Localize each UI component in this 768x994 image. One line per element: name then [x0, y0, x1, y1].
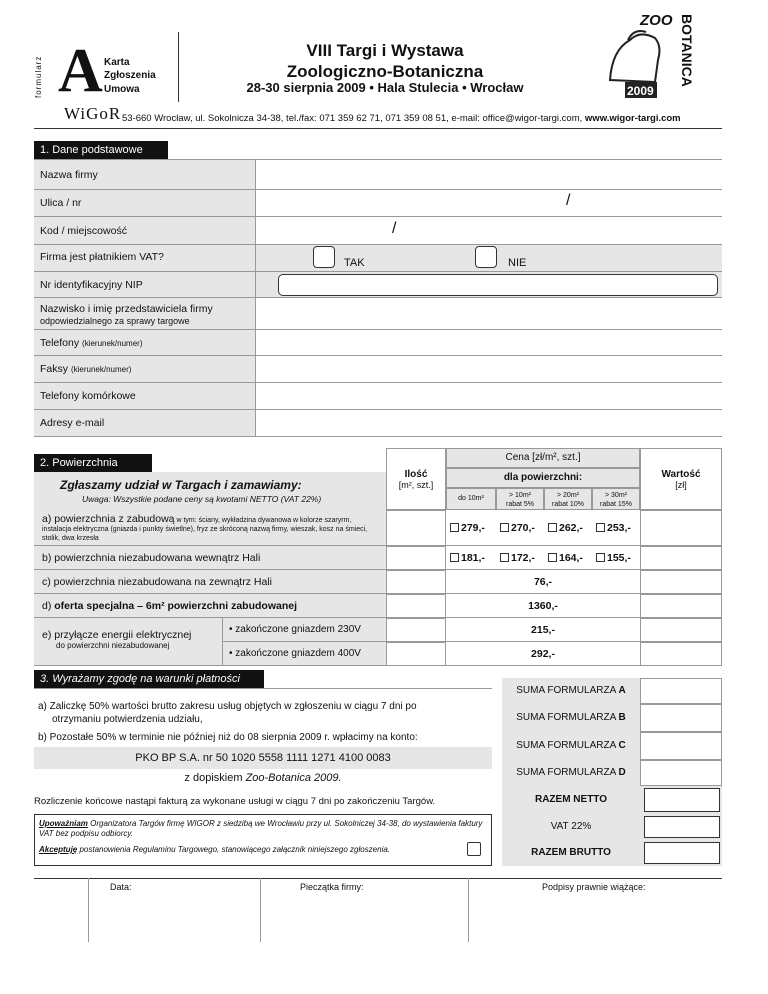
osoba-label: Nazwisko i imię przedstawiciela firmy odpowiedzialnego za sprawy targowe	[34, 298, 256, 330]
date-field[interactable]	[90, 896, 258, 942]
row-a-price-1[interactable]: 279,-	[450, 522, 485, 534]
row-a-label: a) powierzchnia z zabudową w tym: ściany, wykładzina dywanowa w kolorze szaryrm, instalacja elektryczna (gniazda i punkty świetlne), fryz ze skróconą nazwą firmy, wieszak, kosz na śmieci, stolik, dwa krzesła	[34, 510, 386, 546]
vat-sum-label: VAT 22%	[502, 814, 640, 840]
row-a-qty[interactable]	[386, 510, 446, 546]
col-do10: do 10m²	[446, 488, 496, 510]
row-a-price-2[interactable]: 270,-	[500, 522, 535, 534]
brutto-field[interactable]	[644, 842, 720, 864]
sum-d-label: SUMA FORMULARZA D	[502, 760, 640, 786]
vat-field[interactable]	[644, 816, 720, 838]
authorization-box: Upoważniam Organizatora Targów firmę WIGOR z siedzibą we Wrocławiu przy ul. Sokolniczej 34-38, do wystawienia faktury VAT bez podpisu odbiorcy. Akceptuję postanowienia Regulaminu Targowego, stanowiącego załącznik niniejszego zgłoszenia.	[34, 814, 492, 866]
row-d-qty[interactable]	[386, 594, 446, 618]
dopisek: z dopiskiem Zoo-Botanica 2009.	[184, 772, 342, 784]
row-a-value[interactable]	[640, 510, 722, 546]
row-e1-value[interactable]	[640, 618, 722, 642]
netto-label: RAZEM NETTO	[502, 786, 640, 814]
stamp-label: Pieczątka firmy:	[300, 882, 364, 892]
website-link[interactable]: www.wigor-targi.com	[584, 113, 681, 124]
kom-field[interactable]	[256, 383, 722, 410]
row-e1-qty[interactable]	[386, 618, 446, 642]
row-b-price-4[interactable]: 155,-	[596, 552, 631, 564]
row-e1-label: • zakończone gniazdem 230V	[222, 618, 386, 642]
vat-tak-checkbox[interactable]	[313, 246, 335, 268]
karta-label: Karta Zgłoszenia	[104, 57, 156, 81]
sum-a-value[interactable]	[640, 678, 722, 704]
row-b-price-1[interactable]: 181,-	[450, 552, 485, 564]
sum-b-value[interactable]	[640, 704, 722, 732]
email-field[interactable]	[256, 410, 722, 437]
sum-c-value[interactable]	[640, 732, 722, 760]
row-b-qty[interactable]	[386, 546, 446, 570]
row-a-price-3[interactable]: 262,-	[548, 522, 583, 534]
ulica-slash: /	[566, 192, 571, 209]
stamp-field[interactable]	[262, 896, 466, 942]
akceptuje-checkbox[interactable]	[467, 842, 481, 856]
row-e2-price: 292,-	[446, 642, 640, 666]
sum-c-label: SUMA FORMULARZA C	[502, 732, 640, 760]
email-label: Adresy e-mail	[34, 410, 256, 437]
event-dates: 28-30 sierpnia 2009 • Hala Stulecia • Wrocław	[246, 80, 524, 95]
osoba-field[interactable]	[256, 298, 722, 330]
section2-label: 2. Powierzchnia	[34, 454, 152, 472]
footer-rule	[34, 878, 722, 879]
row-c-price: 76,-	[446, 570, 640, 594]
bank-account: PKO BP S.A. nr 50 1020 5558 1111 1271 4100 0083	[34, 747, 492, 769]
fax-field[interactable]	[256, 356, 722, 383]
vat-tak-label: TAK	[344, 257, 365, 269]
kod-field[interactable]	[256, 217, 722, 245]
row-e-label: e) przyłącze energii elektrycznej do powierzchni niezabudowanej	[34, 618, 222, 666]
header-rule	[34, 128, 722, 129]
row-e2-value[interactable]	[640, 642, 722, 666]
section3-label: 3. Wyrażamy zgodę na warunki płatności	[34, 670, 264, 688]
wigor-logo: WiGoR	[64, 104, 122, 123]
row-c-value[interactable]	[640, 570, 722, 594]
dla-header: dla powierzchni:	[446, 468, 640, 488]
contact-address: 53-660 Wrocław, ul. Sokolnicza 34-38, tel./fax: 071 359 62 71, 071 359 08 51, e-mail: office@wigor-targi.com, www.wigor-targi.com	[122, 113, 681, 124]
form-letter: A	[58, 37, 103, 105]
row-c-label: c) powierzchnia niezabudowana na zewnątrz Hali	[34, 570, 386, 594]
signature-label: Podpisy prawnie wiążące:	[542, 882, 646, 892]
kod-slash: /	[392, 220, 397, 237]
netto-field[interactable]	[644, 788, 720, 812]
row-b-price-3[interactable]: 164,-	[548, 552, 583, 564]
tel-field[interactable]	[256, 330, 722, 356]
payment-a: a) Zaliczkę 50% wartości brutto zakresu usług objętych w zgłoszeniu w ciągu 7 dni po otrzymaniu potwierdzenia udziału,	[38, 701, 417, 725]
event-title: VIII Targi i Wystawa Zoologiczno-Botaniczna	[286, 41, 484, 81]
row-e2-label: • zakończone gniazdem 400V	[222, 642, 386, 666]
formularz-label: formularz	[34, 55, 43, 98]
vat-label: Firma jest płatnikiem VAT?	[34, 245, 256, 272]
row-d-value[interactable]	[640, 594, 722, 618]
sum-b-label: SUMA FORMULARZA B	[502, 704, 640, 732]
nip-label: Nr identyfikacyjny NIP	[34, 272, 256, 298]
tel-label: Telefony (kierunek/numer)	[34, 330, 256, 356]
kod-label: Kod / miejscowość	[34, 217, 256, 245]
firma-field[interactable]	[256, 160, 722, 190]
col-10: > 10m² rabat 5%	[496, 488, 544, 510]
ulica-label: Ulica / nr	[34, 190, 256, 217]
section2-note: Uwaga: Wszystkie podane ceny są kwotami NETTO (VAT 22%)	[82, 494, 322, 504]
firma-label: Nazwa firmy	[34, 160, 256, 190]
row-c-qty[interactable]	[386, 570, 446, 594]
kom-label: Telefony komórkowe	[34, 383, 256, 410]
cena-header: Cena [zł/m², szt.]	[446, 448, 640, 468]
col-20: > 20m² rabat 10%	[544, 488, 592, 510]
row-b-price-2[interactable]: 172,-	[500, 552, 535, 564]
nip-field[interactable]	[278, 274, 718, 296]
signature-field[interactable]	[470, 896, 722, 942]
wartosc-header: Wartość [zł]	[640, 448, 722, 510]
header-divider	[178, 32, 179, 102]
row-d-label: d) oferta specjalna – 6m² powierzchni zabudowanej	[34, 594, 386, 618]
ilosc-header: Ilość [m², szt.]	[386, 448, 446, 510]
ulica-field[interactable]	[256, 190, 722, 217]
row-a-price-4[interactable]: 253,-	[596, 522, 631, 534]
payment-b: b) Pozostałe 50% w terminie nie później niż do 08 sierpnia 2009 r. wpłacimy na konto:	[38, 732, 418, 743]
section1-label: 1. Dane podstawowe	[34, 141, 168, 159]
umowa-label: Umowa	[104, 84, 140, 95]
fax-label: Faksy (kierunek/numer)	[34, 356, 256, 383]
vat-nie-checkbox[interactable]	[475, 246, 497, 268]
row-d-price: 1360,-	[446, 594, 640, 618]
vat-nie-label: NIE	[508, 257, 527, 269]
zoo-botanica-logo: ZOO BOTANICA 2009	[600, 10, 700, 100]
sum-a-label: SUMA FORMULARZA A	[502, 678, 640, 704]
date-label: Data:	[110, 882, 132, 892]
brutto-label: RAZEM BRUTTO	[502, 840, 640, 866]
row-b-label: b) powierzchnia niezabudowana wewnątrz Hali	[34, 546, 386, 570]
row-e2-qty[interactable]	[386, 642, 446, 666]
col-30: > 30m² rabat 15%	[592, 488, 640, 510]
sum-d-value[interactable]	[640, 760, 722, 786]
row-b-value[interactable]	[640, 546, 722, 570]
row-e1-price: 215,-	[446, 618, 640, 642]
section2-heading: Zgłaszamy udział w Targach i zamawiamy:	[60, 478, 302, 492]
rozliczenie: Rozliczenie końcowe nastąpi fakturą za wykonane usługi w ciągu 7 dni po zakończeniu Targów.	[34, 796, 436, 807]
